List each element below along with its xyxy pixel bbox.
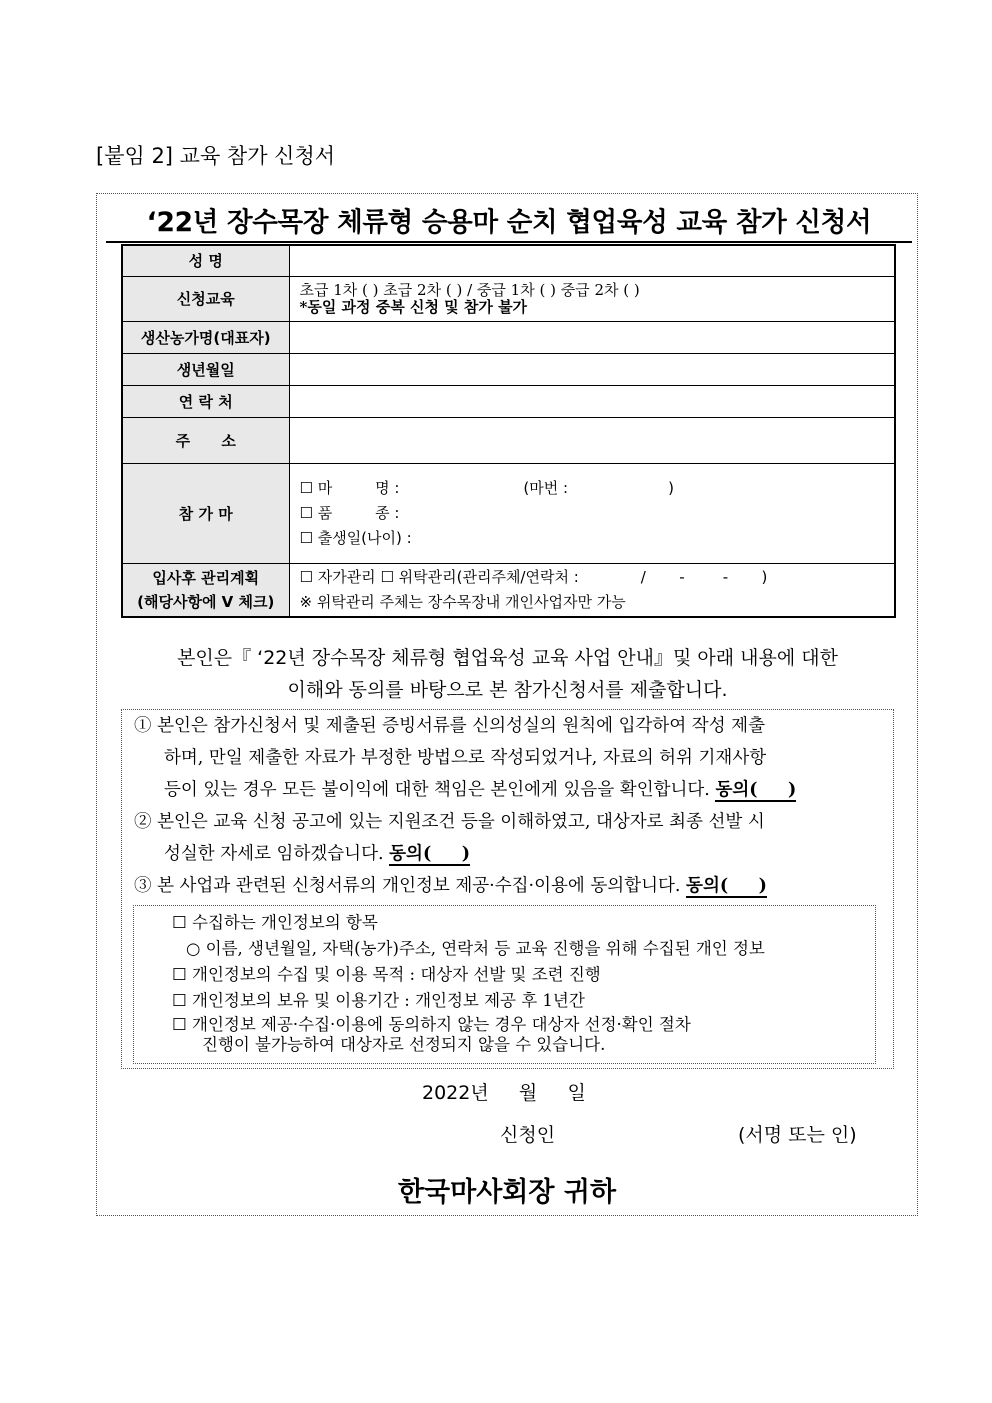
privacy-box: [133, 905, 876, 1064]
sign-note: (서명 또는 인): [738, 1124, 857, 1146]
consent-item1-line3: [164, 774, 796, 806]
horse-breed-row: ☐ 품 종 :: [299, 503, 400, 522]
privacy-item4-line1: ☐ 개인정보 제공·수집·이용에 동의하지 않는 경우 대상자 선정·확인 절차: [172, 1015, 691, 1034]
consent-item1-line3-text: 등이 있는 경우 모든 불이익에 대한 책임은 본인에게 있음을 확인합니다.: [164, 780, 710, 800]
plan-note: ※ 위탁관리 주체는 장수목장내 개인사업자만 가능: [299, 592, 626, 611]
horse-field[interactable]: [289, 463, 895, 563]
agree-checkbox-1[interactable]: 동의( ): [715, 780, 797, 800]
attachment-label: [붙임 2] 교육 참가 신청서: [96, 144, 336, 168]
intro-line2: 이해와 동의를 바탕으로 본 참가신청서를 제출합니다.: [287, 679, 728, 701]
plan-label: [122, 563, 289, 617]
course-options: 초급 1차 ( ) 초급 2차 ( ) / 중급 1차 ( ) 중급 2차 ( ): [299, 280, 640, 299]
consent-item3-line1: [134, 870, 767, 902]
recipient: 한국마사회장 귀하: [397, 1177, 617, 1208]
name-field[interactable]: [289, 245, 895, 276]
privacy-item1: ☐ 수집하는 개인정보의 항목: [172, 913, 378, 932]
horse-birth-row: ☐ 출생일(나이) :: [299, 528, 412, 547]
applicant-label: 신청인: [500, 1124, 556, 1146]
name-label: 성 명: [122, 245, 289, 276]
consent-item3-text: ③ 본 사업과 관련된 신청서류의 개인정보 제공·수집·이용에 동의합니다.: [134, 876, 681, 896]
consent-item2-line2: [164, 838, 470, 870]
agree-checkbox-2[interactable]: 동의( ): [389, 844, 470, 864]
birth-field[interactable]: [289, 353, 895, 385]
horse-label: 참 가 마: [122, 463, 289, 563]
intro-statement: [121, 642, 894, 706]
plan-label-line1: 입사후 관리계획: [152, 568, 260, 587]
consent-item2-line1: ② 본인은 교육 신청 공고에 있는 지원조건 등을 이해하였고, 대상자로 최종 선발 시: [134, 812, 765, 832]
course-field[interactable]: [289, 276, 895, 321]
form-title: ‘22년 장수목장 체류형 승용마 순치 협업육성 교육 참가 신청서: [106, 200, 912, 243]
privacy-item1-sub: ○ 이름, 생년월일, 자택(농가)주소, 연락처 등 교육 진행을 위해 수집된 개인 정보: [186, 939, 765, 958]
farm-field[interactable]: [289, 321, 895, 353]
agree-checkbox-3[interactable]: 동의( ): [686, 876, 767, 896]
course-note: *동일 과정 중복 신청 및 참가 불가: [299, 297, 528, 316]
plan-field[interactable]: [289, 563, 895, 617]
plan-label-line2: (해당사항에 V 체크): [137, 592, 275, 611]
application-form-table: [121, 244, 896, 618]
consent-item1-line2: 하며, 만일 제출한 자료가 부정한 방법으로 작성되었거나, 자료의 허위 기재사항: [164, 748, 767, 768]
horse-name-row: ☐ 마 명 : (마번 : ): [299, 478, 675, 497]
intro-line1: 본인은『 ‘22년 장수목장 체류형 협업육성 교육 사업 안내』및 아래 내용에 대한: [177, 647, 838, 669]
privacy-item2: ☐ 개인정보의 수집 및 이용 목적 : 대상자 선발 및 조련 진행: [172, 965, 601, 984]
privacy-item3: ☐ 개인정보의 보유 및 이용기간 : 개인정보 제공 후 1년간: [172, 991, 585, 1010]
course-label: 신청교육: [122, 276, 289, 321]
privacy-item4-line2: 진행이 불가능하여 대상자로 선정되지 않을 수 있습니다.: [202, 1035, 606, 1054]
contact-label: 연 락 처: [122, 385, 289, 417]
address-label: 주 소: [122, 417, 289, 463]
contact-field[interactable]: [289, 385, 895, 417]
application-date: 2022년 월 일: [422, 1082, 586, 1104]
address-field[interactable]: [289, 417, 895, 463]
consent-item1-line1: ① 본인은 참가신청서 및 제출된 증빙서류를 신의성실의 원칙에 입각하여 작성 제출: [134, 716, 765, 736]
consent-item2-line2-text: 성실한 자세로 임하겠습니다.: [164, 844, 384, 864]
plan-options: ☐ 자가관리 ☐ 위탁관리(관리주체/연락처 : / - - ): [299, 567, 768, 586]
farm-label: 생산농가명(대표자): [122, 321, 289, 353]
birth-label: 생년월일: [122, 353, 289, 385]
